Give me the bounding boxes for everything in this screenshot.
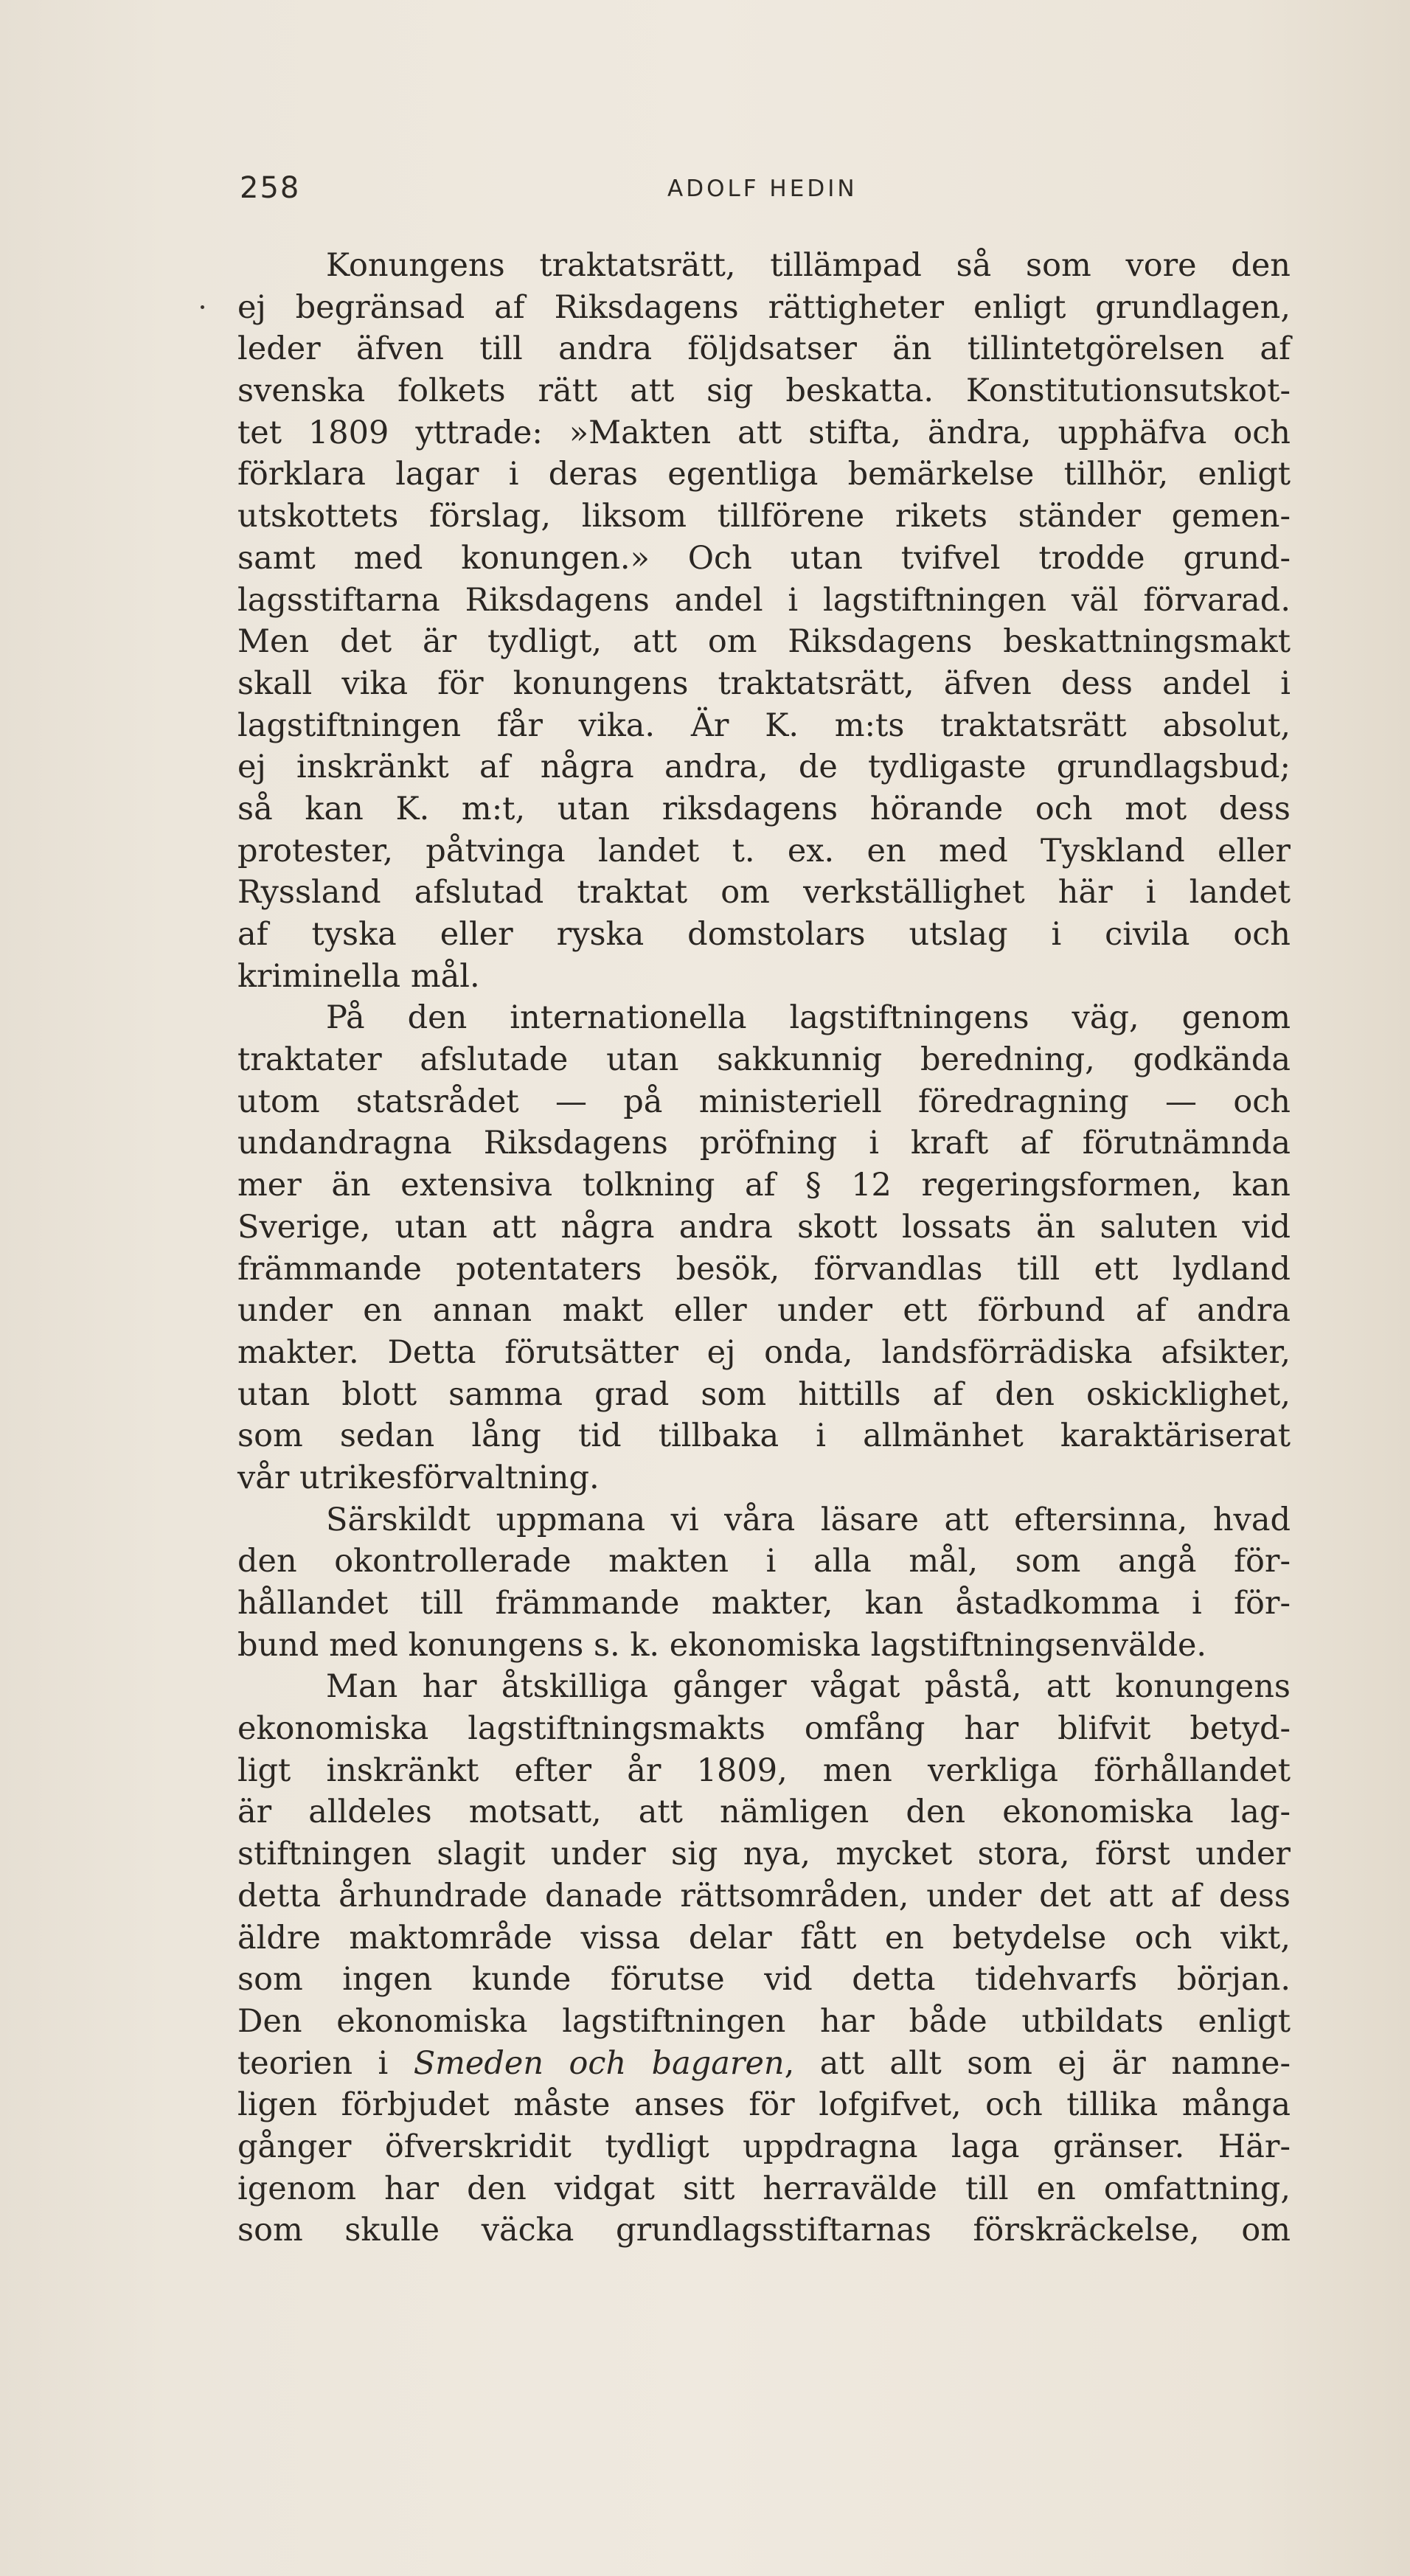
text-line: teorien i Smeden och bagaren, att allt som ej är namne- [237,2044,1291,2082]
text-line: tet 1809 yttrade: »Makten att stifta, ändra, upphäfva och [237,414,1291,451]
text-line: gånger öfverskridit tydligt uppdragna laga gränser. Här- [237,2128,1291,2165]
text-line: som skulle väcka grundlagsstiftarnas förskräckelse, om [237,2212,1291,2249]
text-line: igenom har den vidgat sitt herravälde till en omfattning, [237,2170,1291,2207]
text-line: lagstiftningen får vika. Är K. m:ts traktatsrätt absolut, [237,707,1291,744]
text-line: Sverige, utan att några andra skott lossats än saluten vid [237,1208,1291,1246]
text-line: samt med konungen.» Och utan tvifvel trodde grund- [237,539,1291,577]
text-line: utom statsrådet — på ministeriell föredragning — och [237,1083,1291,1120]
text-line: leder äfven till andra följdsatser än tillintetgörelsen af [237,330,1291,368]
text-line: främmande potentaters besök, förvandlas till ett lydland [237,1250,1291,1288]
text-line: under en annan makt eller under ett förbund af andra [237,1292,1291,1330]
text-line: På den internationella lagstiftningens väg, genom [326,999,1291,1037]
text-line: stiftningen slagit under sig nya, mycket stora, först under [237,1836,1291,1873]
text-line: protester, påtvinga landet t. ex. en med Tyskland eller [237,832,1291,869]
page-header [240,171,1287,215]
text-line: ej begränsad af Riksdagens rättigheter enligt grundlagen, [237,288,1291,326]
text-line: som ingen kunde förutse vid detta tidehvarfs början. [237,1961,1291,1999]
text-line: förklara lagar i deras egentliga bemärkelse tillhör, enligt [237,456,1291,493]
text-line: af tyska eller ryska domstolars utslag i civila och [237,916,1291,953]
text-line: Ryssland afslutad traktat om verkställighet här i landet [237,874,1291,912]
text-line: utan blott samma grad som hittills af den oskicklighet, [237,1375,1291,1413]
text-line: lagsstiftarna Riksdagens andel i lagstiftningen väl förvarad. [237,581,1291,619]
text-line: bund med konungens s. k. ekonomiska lagstiftningsenvälde. [237,1626,1207,1664]
text-line: undandragna Riksdagens pröfning i kraft af förutnämnda [237,1125,1291,1162]
text-line: Konungens traktatsrätt, tillämpad så som vore den [326,247,1291,284]
running-head: ADOLF HEDIN [667,176,858,202]
text-line: svenska folkets rätt att sig beskatta. Konstitutionsutskot- [237,372,1291,410]
text-line: mer än extensiva tolkning af § 12 regeringsformen, kan [237,1167,1291,1204]
text-line: kriminella mål. [237,957,480,995]
text-line: är alldeles motsatt, att nämligen den ekonomiska lag- [237,1794,1291,1831]
page-number: 258 [240,171,301,205]
text-line: detta århundrade danade rättsområden, under det att af dess [237,1877,1291,1914]
text-line: Särskildt uppmana vi våra läsare att eftersinna, hvad [326,1501,1291,1538]
book-title-italic: Smeden och bagaren [413,2044,785,2082]
text-line: den okontrollerade makten i alla mål, som angå för- [237,1543,1291,1580]
text-line: hållandet till främmande makter, kan åstadkomma i för- [237,1585,1291,1622]
text-line: ej inskränkt af några andra, de tydligaste grundlagsbud; [237,749,1291,786]
text-line: ligen förbjudet måste anses för lofgifvet, och tillika många [237,2086,1291,2124]
text-line: äldre maktområde vissa delar fått en betydelse och vikt, [237,1919,1291,1957]
text-line: Men det är tydligt, att om Riksdagens beskattningsmakt [237,623,1291,661]
text-line: så kan K. m:t, utan riksdagens hörande och mot dess [237,790,1291,827]
text-line: ekonomiska lagstiftningsmakts omfång har blifvit betyd- [237,1710,1291,1748]
text-line: som sedan lång tid tillbaka i allmänhet karaktäriserat [237,1417,1291,1455]
text-line: vår utrikesförvaltning. [237,1459,600,1496]
text-line: ligt inskränkt efter år 1809, men verkliga förhållandet [237,1752,1291,1789]
text-line: makter. Detta förutsätter ej onda, landsförrädiska afsikter, [237,1333,1291,1371]
text-line: skall vika för konungens traktatsrätt, äfven dess andel i [237,664,1291,702]
text-line: Man har åtskilliga gånger vågat påstå, att konungens [326,1668,1291,1706]
body-text [237,245,1291,2252]
text-line: utskottets förslag, liksom tillförene rikets ständer gemen- [237,498,1291,535]
text-line: Den ekonomiska lagstiftningen har både utbildats enligt [237,2002,1291,2040]
margin-dot [201,305,204,309]
text-line: traktater afslutade utan sakkunnig beredning, godkända [237,1041,1291,1079]
